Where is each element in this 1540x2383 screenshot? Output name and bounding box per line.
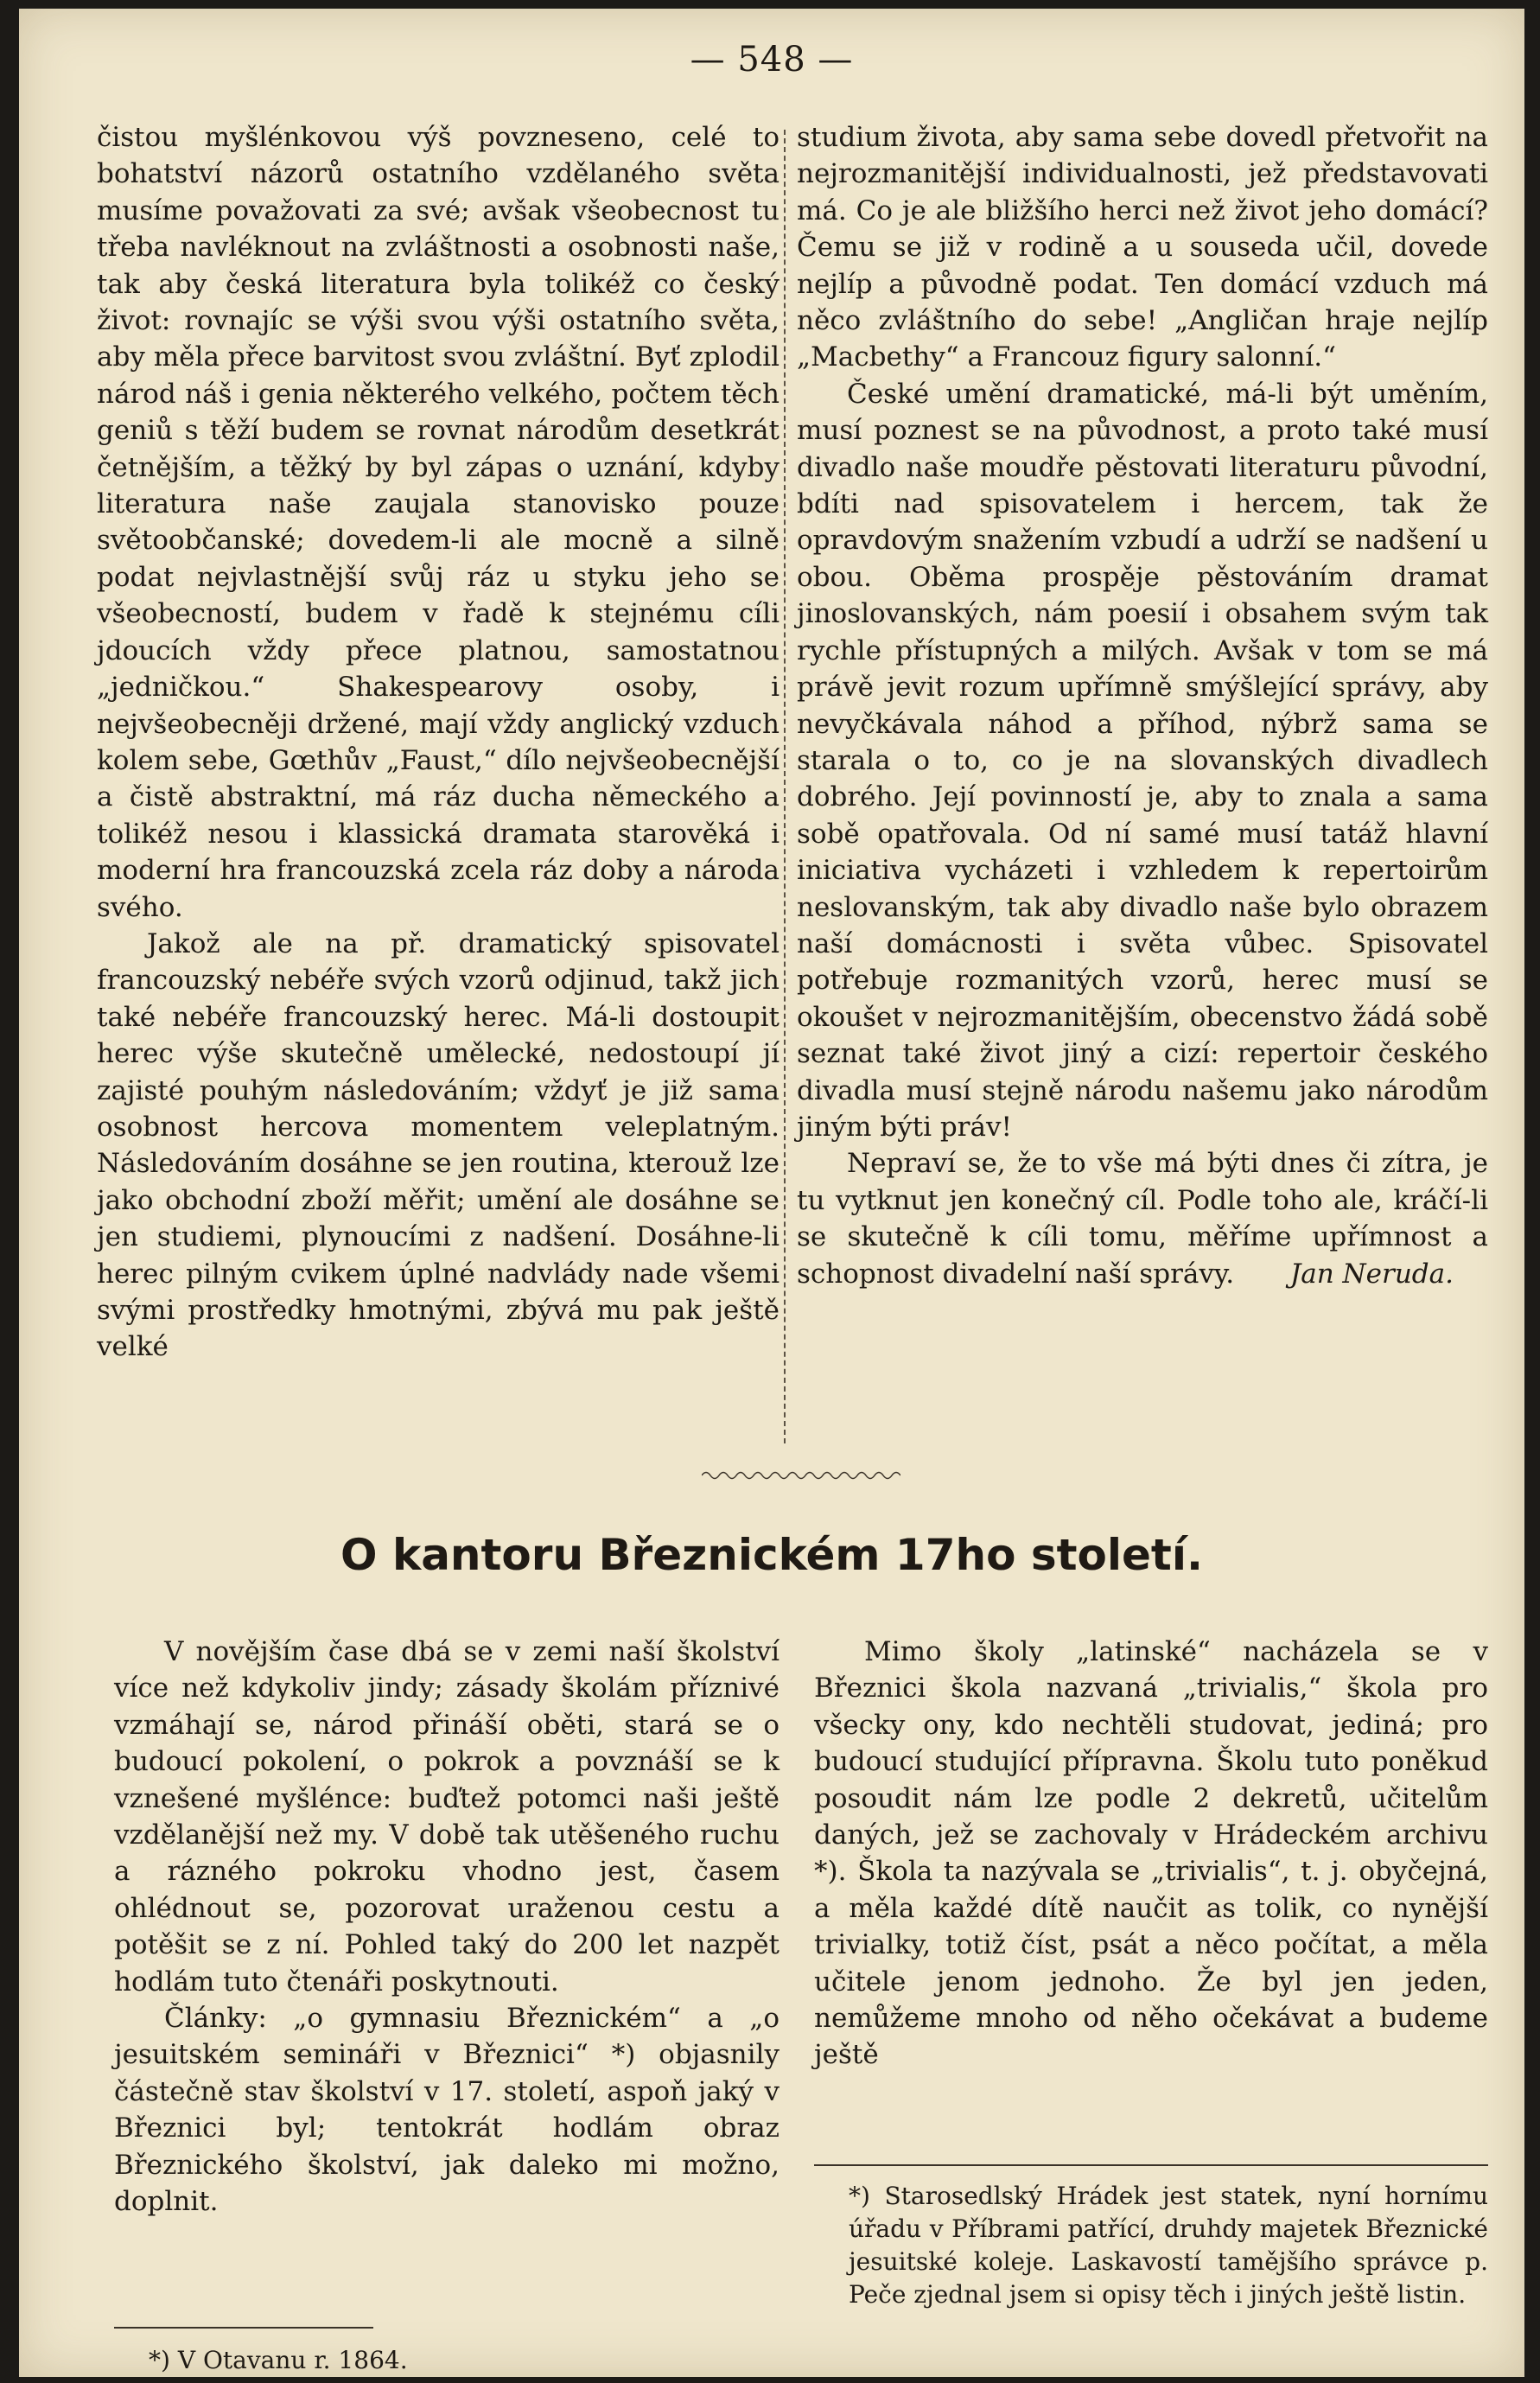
article2-title: O kantoru Březnickém 17ho století. xyxy=(340,1530,1203,1580)
article2-paragraph: Mimo školy „latinské“ nacházela se v Březnici škola nazvaná „trivialis,“ škola pro všecky ony, kdo nechtěli studovat, jediná; pro budoucí studující přípravna. Školu tuto poněkud posoudit nám lze podle 2 dekretů, učitelům daných, jež se zachovaly v Hrádeckém archivu *). Škola ta nazývala se „trivialis“, t. j. obyčejná, a měla každé dítě naučit as tolik, co nynější trivialky, totiž číst, psát a něco počítat, a měla učitele jenom jednoho. Že byl jen jeden, nemůžeme mnoho od něho očekávat a budeme ještě xyxy=(814,1636,1488,2071)
wavy-separator-ornament xyxy=(702,1469,900,1481)
newspaper-page xyxy=(19,9,1524,2377)
article1-paragraph: Nepraví se, že to vše má býti dnes či zítra, je tu vytknut jen konečný cíl. Podle toho ale, kráčí-li se skutečně k cíli tomu, měříme upřímnost a schopnost divadelní naší správy. xyxy=(797,1148,1488,1290)
article1-right-column xyxy=(797,119,1488,1292)
article1-paragraph: čistou myšlénkovou výš povzneseno, celé to bohatství názorů ostatního vzdělaného světa musíme považovati za své; avšak všeobecnost tu třeba navléknout na zvláštnosti a osobnosti naše, tak aby česká literatura byla tolikéž co český život: rovnajíc se výši svou výši ostatního světa, aby měla přece barvitost svou zvláštní. Byť zplodil národ náš i genia některého velkého, počtem těch geniů s těží budem se rovnat národům desetkrát četnějším, a těžký by byl zápas o uznání, kdyby literatura naše zaujala stanovisko pouze světoobčanské; dovedem-li ale mocně a silně podat nejvlastnější svůj ráz u styku jeho se všeobecností, budem v řadě k stejnému cíli jdoucích vždy přece platnou, samostatnou „jedničkou.“ Shakespearovy osoby, i nejvšeobecněji držené, mají vždy anglický vzduch kolem sebe, Gœthův „Faust,“ dílo nejvšeobecnější a čistě abstraktní, má ráz ducha německého a tolikéž nesou i klassická dramata starověká i moderní hra francouzská zcela ráz doby a národa svého. xyxy=(97,122,780,923)
article2-paragraph: Články: „o gymnasiu Březnickém“ a „o jesuitském semináři v Březnici“ *) objasnily částečně stav školství v 17. století, aspoň jaký v Březnici byl; tentokrát hodlám obraz Březnického školství, jak daleko mi možno, doplnit. xyxy=(114,2003,780,2218)
page-number: — 548 — xyxy=(690,40,854,80)
footnote-rule xyxy=(814,2164,1488,2166)
article1-paragraph: Jakož ale na př. dramatický spisovatel francouzský nebéře svých vzorů odjinud, takž jich také nebéře francouzský herec. Má-li dostoupit herec výše skutečně umělecké, nedostoupí jí zajisté pouhým následováním; vždyť je již sama osobnost hercova momentem veleplatným. Následováním dosáhne se jen routina, kterouž lze jako obchodní zboží měřit; umění ale dosáhne se jen studiemi, plynoucími z nadšení. Dosáhne-li herec pilným cvikem úplné nadvlády nade všemi svými prostředky hmotnými, zbývá mu pak ještě velké xyxy=(97,927,780,1363)
article2-right-column xyxy=(814,1634,1488,2074)
article1-paragraph: studium života, aby sama sebe dovedl přetvořit na nejrozmanitější individualnosti, jež představovati má. Co je ale bližšího herci než život jeho domácí? Čemu se již v rodině a u souseda učil, dovede nejlíp a původně podat. Ten domácí vzduch má něco zvláštního do sebe! „Angličan hraje nejlíp „Macbethy“ a Francouz figury salonní.“ xyxy=(797,122,1488,373)
footnote-right: *) Starosedlský Hrádek jest statek, nyní hornímu úřadu v Příbrami patřící, druhdy majetek Březnické jesuitské koleje. Laskavostí tamějšího správce p. Peče zjednal jsem si opisy těch i jiných ještě listin. xyxy=(849,2182,1488,2309)
column-divider xyxy=(784,130,786,1443)
author-signature: Jan Neruda. xyxy=(1289,1258,1454,1290)
article1-left-column xyxy=(97,119,780,1366)
footnote-left: *) V Otavanu r. 1864. xyxy=(149,2346,408,2374)
footnote-rule xyxy=(114,2327,373,2329)
article2-left-column xyxy=(114,1634,780,2221)
article2-paragraph: V novějším čase dbá se v zemi naší školství více než kdykoliv jindy; zásady školám příznivé vzmáhají se, národ přináší oběti, stará se o budoucí pokolení, o pokrok a povznáší se k vznešené myšlénce: buďtež potomci naši ještě vzdělanější než my. V době tak utěšeného ruchu a rázného pokroku vhodno jest, časem ohlédnout se, pozorovat uraženou cestu a potěšit se z ní. Pohled taký do 200 let nazpět hodlám tuto čtenáři poskytnouti. xyxy=(114,1636,780,1998)
article1-paragraph: České umění dramatické, má-li být uměním, musí poznest se na původnost, a proto také musí divadlo naše moudře pěstovati literaturu původní, bdíti nad spisovatelem i hercem, tak že opravdovým snažením vzbudí a udrží se nadšení u obou. Oběma prospěje pěstováním dramat jinoslovanských, nám poesií i obsahem svým tak rychle přístupných a milých. Avšak v tom se má právě jevit rozum upřímně smýšlející správy, aby nevyčkávala náhod a příhod, nýbrž sama se starala o to, co je na slovanských divadlech dobrého. Její povinností je, aby to znala a sama sobě opatřovala. Od ní samé musí tatáž hlavní iniciativa vycházeti i vzhledem k repertoirům neslovanským, tak aby divadlo naše bylo obrazem naší domácnosti i světa vůbec. Spisovatel potřebuje rozmanitých vzorů, herec musí se okoušet v nejrozmanitějším, obecenstvo žádá sobě seznat také život jiný a cizí: repertoir českého divadla musí stejně národu našemu jako národům jiným býti práv! xyxy=(797,378,1488,1143)
